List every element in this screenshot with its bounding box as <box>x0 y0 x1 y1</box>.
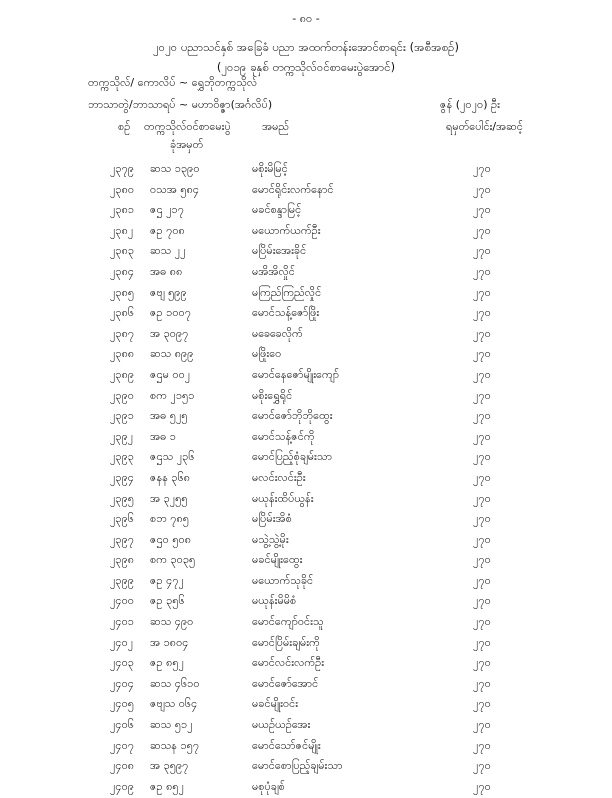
list-item <box>0 490 612 511</box>
row-registration: ဆသ ၄၉၀ <box>150 615 194 629</box>
row-number: ၂၃၈၂ <box>110 223 134 237</box>
list-item <box>0 510 612 531</box>
row-registration: ဆသ ၁၃၉၀ <box>150 162 200 175</box>
row-result: ၂၇၀ <box>473 367 491 381</box>
row-result: ၂၇၀ <box>473 676 491 690</box>
list-item <box>0 325 612 346</box>
list-item <box>0 222 612 243</box>
row-number: ၂၃၈၄ <box>110 264 135 278</box>
row-registration: ဆသ ၄၆၁၀ <box>150 676 200 690</box>
list-item <box>0 407 612 428</box>
list-item <box>0 284 612 305</box>
column-header-registration-line2: ခုံအမှတ် <box>170 138 204 151</box>
row-registration: စက ၂၁၅၁ <box>150 388 195 402</box>
row-registration: စက ၃၀၃၅ <box>150 553 196 567</box>
row-name: မောင်ဇော်အောင် <box>252 676 319 690</box>
row-number: ၂၄၀၁ <box>110 615 134 629</box>
row-name: မခင်စန္ဒာမြင့် <box>252 203 302 217</box>
list-item <box>0 592 612 613</box>
row-registration: ဇဥ ၈၅၂ <box>150 779 185 793</box>
column-header-name: အမည် <box>262 120 290 133</box>
row-name: မောင်သော်ဇင်မျိုး <box>252 738 321 752</box>
row-result: ၂၇၀ <box>473 615 491 629</box>
row-number: ၂၄၀၇ <box>110 738 134 752</box>
row-number: ၂၃၈၃ <box>110 244 135 258</box>
row-name: မောင်စောပြည့်ချမ်းသာ <box>252 759 343 773</box>
list-item <box>0 242 612 263</box>
university-line: တက္ကသိုလ်/ ကောလိပ် ~ ရွှေဘိုတက္ကသိုလ် <box>88 76 258 89</box>
row-name: မခေခေလိုက် <box>252 326 303 340</box>
row-number: ၂၃၇၉ <box>110 162 134 175</box>
row-result: ၂၇၀ <box>473 203 491 217</box>
row-result: ၂၇၀ <box>473 264 491 278</box>
row-result: ၂၇၀ <box>473 738 491 752</box>
list-item <box>0 737 612 758</box>
row-result: ၂၇၀ <box>473 409 491 423</box>
row-registration: အဓ ၁ <box>150 429 176 443</box>
row-registration: ဇဗျ ၅၉၉ <box>150 285 187 299</box>
row-name: မစိုးရွှေရိုင် <box>252 388 293 402</box>
row-name: မောင်ရိုင်းလက်နောင် <box>252 182 334 196</box>
row-number: ၂၃၈၀ <box>110 182 135 196</box>
list-item <box>0 572 612 593</box>
row-number: ၂၃၉၅ <box>110 491 134 505</box>
list-item <box>0 345 612 366</box>
row-name: မောင်သန့်ဇော်ဖြိုး <box>252 306 320 320</box>
column-header-no: စဉ် <box>118 120 131 133</box>
row-registration: ဇဌ ၂၁၇ <box>150 203 184 217</box>
row-registration: ဆသန ၁၅၇ <box>150 738 200 752</box>
row-registration: ဇဥ ၇၀၈ <box>150 223 185 237</box>
row-registration: ဆသ ၂၂ <box>150 244 186 258</box>
row-result: ၂၇၀ <box>473 594 491 608</box>
row-result: ၂၇၀ <box>473 635 491 649</box>
list-item <box>0 757 612 778</box>
row-result: ၂၇၀ <box>473 182 491 196</box>
row-number: ၂၃၉၀ <box>110 388 134 402</box>
row-registration: ဇဌသ ၂၃၆ <box>150 450 195 464</box>
row-name: မယောက်သုခိုင် <box>252 573 314 587</box>
row-number: ၂၃၈၇ <box>110 326 135 340</box>
row-registration: ဝသအ ၅၈၄ <box>150 182 200 196</box>
list-item <box>0 387 612 408</box>
subject-line: ဘာသာတွဲ/ဘာသာရပ် ~ မဟာဝိဇ္ဇာ(အင်္ဂလိပ်) <box>88 98 273 111</box>
list-item <box>0 634 612 655</box>
row-name: မအိအိလှိုင် <box>252 264 295 278</box>
row-registration: ဇနန ၃၆၈ <box>150 470 191 484</box>
list-item <box>0 160 612 181</box>
row-name: မောင်ပြိမ်းချမ်းကို <box>252 635 320 649</box>
row-name: မောင်ကျော်ဝင်းသူ <box>252 615 324 629</box>
row-result: ၂၇၀ <box>473 512 491 526</box>
row-result: ၂၇၀ <box>473 162 491 175</box>
row-name: မောင်ပြည့်စုံချမ်းသာ <box>252 450 332 464</box>
row-number: ၂၃၈၆ <box>110 306 135 320</box>
row-registration: ဆသ ၅၁၂ <box>150 718 193 732</box>
row-registration: ဇဥ ၄၇၂ <box>150 573 184 587</box>
list-item <box>0 366 612 387</box>
row-result: ၂၇၀ <box>473 532 491 546</box>
row-name: မစုပုံချစ် <box>252 779 285 793</box>
row-name: မယောက်ယက်ဦး <box>252 223 321 237</box>
row-number: ၂၄၀၉ <box>110 779 134 793</box>
row-result: ၂၇၀ <box>473 553 491 567</box>
row-result: ၂၇၀ <box>473 326 491 340</box>
row-number: ၂၃၉၇ <box>110 532 134 546</box>
row-name: မလင်းလင်းဦး <box>252 470 306 484</box>
row-result: ၂၇၀ <box>473 697 491 711</box>
row-registration: ဇဥ ၈၅၂ <box>150 656 185 670</box>
row-registration: ဇဌဝ ၅၀၈ <box>150 532 191 546</box>
document-subtitle: (၂၀၁၉ ခုနှစ် တက္ကသိုလ်ဝင်စာမေးပွဲအောင်) <box>216 60 396 74</box>
row-registration: ဇဥ ၁၀၀၇ <box>150 306 191 320</box>
row-result: ၂၇၀ <box>473 223 491 237</box>
row-registration: အဓ ၈၈ <box>150 264 183 278</box>
list-item <box>0 778 612 798</box>
row-result: ၂၇၀ <box>473 244 491 258</box>
row-name: မခင်မျိုးထွေး <box>252 553 303 567</box>
list-item <box>0 263 612 284</box>
row-name: မစိုးမိမြင့် <box>252 162 288 175</box>
row-registration: ဇဌမ ၀၀၂ <box>150 367 191 381</box>
row-number: ၂၄၀၆ <box>110 718 134 732</box>
row-name: မပြိမ်းအေးခိုင် <box>252 244 307 258</box>
row-registration: အ ၃၀၉၇ <box>150 326 189 340</box>
row-name: မသွဲ့သွဲ့မိုး <box>252 532 289 546</box>
list-item <box>0 469 612 490</box>
list-item <box>0 716 612 737</box>
row-name: မဖြိုးဝေ <box>252 347 282 361</box>
document-title: ၂၀၂၀ ပညာသင်နှစ် အခြေခံ ပညာ အထက်တန်းအောင်စာရင်း (အစီအစဉ်) <box>152 40 460 54</box>
row-number: ၂၄၀၄ <box>110 676 134 690</box>
row-result: ၂၇၀ <box>473 347 491 361</box>
row-result: ၂၇၀ <box>473 285 491 299</box>
row-registration: ဇဗျသ ၀၆၄ <box>150 697 198 711</box>
row-number: ၂၃၉၈ <box>110 553 135 567</box>
list-item <box>0 428 612 449</box>
row-registration: အဓ ၅၂၅ <box>150 409 188 423</box>
row-number: ၂၃၉၂ <box>110 429 134 443</box>
row-name: မယုန်းမိမိစံ <box>252 594 297 608</box>
row-registration: စဘ ၇၈၅ <box>150 512 189 526</box>
row-number: ၂၄၀၈ <box>110 759 135 773</box>
list-item <box>0 531 612 552</box>
row-registration: အ ၃၂၅၅ <box>150 491 188 505</box>
row-number: ၂၃၈၁ <box>110 203 135 217</box>
results-list <box>0 160 612 798</box>
row-name: မယဉ်ယဉ်အေး <box>252 718 311 732</box>
row-number: ၂၄၀၀ <box>110 594 134 608</box>
row-number: ၂၃၈၉ <box>110 367 135 381</box>
row-registration: အ ၁၈၀၄ <box>150 635 189 649</box>
row-result: ၂၇၀ <box>473 573 491 587</box>
list-item <box>0 695 612 716</box>
row-number: ၂၃၈၅ <box>110 285 135 299</box>
row-name: မောင်လင်းလက်ဦး <box>252 656 325 670</box>
row-number: ၂၄၀၂ <box>110 635 134 649</box>
row-name: မောင်နေဇော်မျိုးကျော် <box>252 367 339 381</box>
row-name: မကြည်ကြည်လှိုင် <box>252 285 322 299</box>
row-number: ၂၃၉၃ <box>110 450 134 464</box>
row-result: ၂၇၀ <box>473 470 491 484</box>
row-result: ၂၇၀ <box>473 450 491 464</box>
row-registration: အ ၃၅၉၇ <box>150 759 189 773</box>
page-number: - ၈၀ - <box>292 12 320 25</box>
row-result: ၂၇၀ <box>473 779 491 793</box>
row-result: ၂၇၀ <box>473 388 491 402</box>
row-number: ၂၃၉၉ <box>110 573 134 587</box>
row-number: ၂၄၀၃ <box>110 656 134 670</box>
list-item <box>0 654 612 675</box>
column-header-result: ရမှတ်ပေါင်း/အဆင့် <box>446 120 523 133</box>
row-registration: ဇဥ ၃၅၆ <box>150 594 185 608</box>
row-name: မောင်ဇော်ဘိုဘိုထွေး <box>252 409 333 423</box>
list-item <box>0 201 612 222</box>
list-item <box>0 613 612 634</box>
row-name: မယုန်းထိပ်ယွန်း <box>252 491 314 505</box>
row-result: ၂၇၀ <box>473 656 491 670</box>
list-item <box>0 304 612 325</box>
date-label: ဇွန် (၂၀၂၀) ဦး <box>440 98 500 111</box>
row-registration: ဆသ ၈၉၉ <box>150 347 194 361</box>
list-item <box>0 181 612 202</box>
row-result: ၂၇၀ <box>473 759 491 773</box>
column-header-registration: တက္ကသိုလ်ဝင်စာမေးပွဲ <box>144 120 231 133</box>
row-number: ၂၃၈၈ <box>110 347 135 361</box>
row-name: မပြိမ်းအိစံ <box>252 512 292 526</box>
row-number: ၂၃၉၁ <box>110 409 134 423</box>
row-number: ၂၃၉၆ <box>110 512 134 526</box>
list-item <box>0 675 612 696</box>
row-number: ၂၄၀၅ <box>110 697 134 711</box>
row-result: ၂၇၀ <box>473 306 491 320</box>
row-name: မောင်သန့်ဇင်ကို <box>252 429 315 443</box>
list-item <box>0 551 612 572</box>
row-result: ၂၇၀ <box>473 718 491 732</box>
row-number: ၂၃၉၄ <box>110 470 134 484</box>
row-result: ၂၇၀ <box>473 491 491 505</box>
row-result: ၂၇၀ <box>473 429 491 443</box>
row-name: မခင်မျိုးဝင်း <box>252 697 299 711</box>
list-item <box>0 448 612 469</box>
